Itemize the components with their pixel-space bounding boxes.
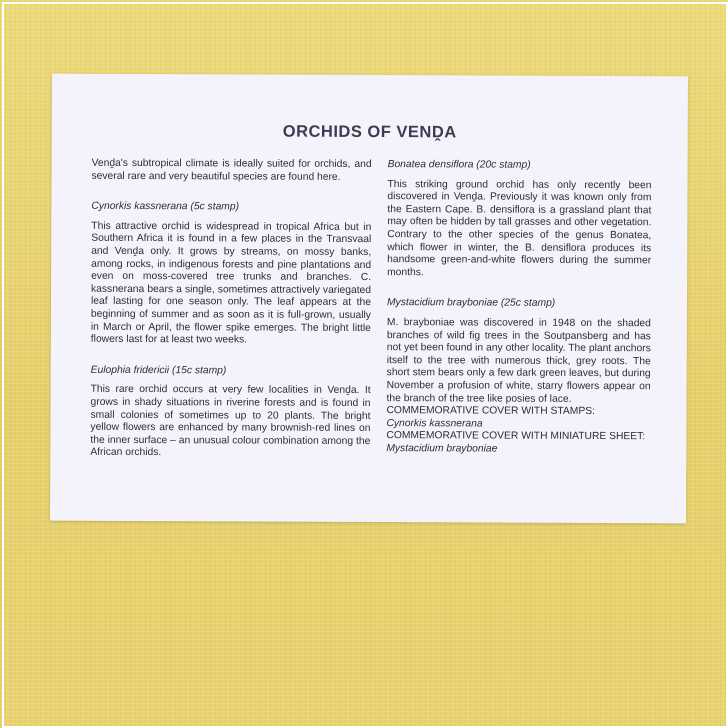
intro-paragraph: Venḓa's subtropical climate is ideally suited for orchids, and several rare and very beautiful species are found here. xyxy=(91,157,372,183)
left-column xyxy=(90,158,371,461)
cover-label-stamps: COMMEMORATIVE COVER WITH STAMPS: xyxy=(386,405,595,418)
section-heading-eulophia: Eulophia fridericii (15c stamp) xyxy=(90,364,227,377)
section-body-mystacidium: M. brayboniae was discovered in 1948 on the shaded branches of wild fig trees in the Soutpansberg and has not yet been found in any other locality. The plant anchors itself to the tree with numerous thick, grey roots. The short stem bears only a few dark green leaves, but during November a profusion of white, starry flowers appear on the branch of the tree like posies of lace. xyxy=(386,317,651,405)
section-body-bonatea: This striking ground orchid has only recently been discovered in Venḓa. Previously it was known only from the Eastern Cape. B. densiflora is a grassland plant that may often be hidden by tall grasses and other vegetation. Contrary to the other species of the genus Bonatea, which flower in winter, the B. densiflora produces its handsome green-and-white flowers during the summer months. xyxy=(387,178,652,278)
cover-label-miniature-sheet: COMMEMORATIVE COVER WITH MINIATURE SHEET: xyxy=(386,430,646,443)
cover-species-stamps: Cynorkis kassnerana xyxy=(386,417,483,430)
page-title: ORCHIDS OF VENḒA xyxy=(282,122,457,142)
cover-species-miniature-sheet: Mystacidium brayboniae xyxy=(386,442,498,455)
section-heading-cynorkis: Cynorkis kassnerana (5c stamp) xyxy=(91,200,240,213)
section-heading-bonatea: Bonatea densiflora (20c stamp) xyxy=(387,159,531,171)
section-heading-mystacidium: Mystacidium brayboniae (25c stamp) xyxy=(386,297,556,310)
info-card xyxy=(50,74,688,524)
section-body-cynorkis: This attractive orchid is widespread in tropical Africa but in Southern Africa it is found in a few places in the Transvaal and Venḓa only. It grows by streams, on mossy banks, among rocks, in indigenous forests and pine plantations and even on moss-covered tree trunks and branches. C. kassnerana bears a single, sometimes attractively variegated leaf lasting for one season only. The leaf appears at the beginning of summer and as soon as it is full-grown, usually in March or April, the flower spike emerges. The bright little flowers last for at least two weeks. xyxy=(90,220,372,346)
right-column xyxy=(386,159,651,457)
section-body-eulophia: This rare orchid occurs at very few localities in Venḓa. It grows in shady situations in riverine forests and is found in small colonies of sometimes up to 20 plants. The bright yellow flowers are enhanced by many brownish-red lines on the inner surface – an unusual colour combination among the African orchids. xyxy=(90,384,371,459)
